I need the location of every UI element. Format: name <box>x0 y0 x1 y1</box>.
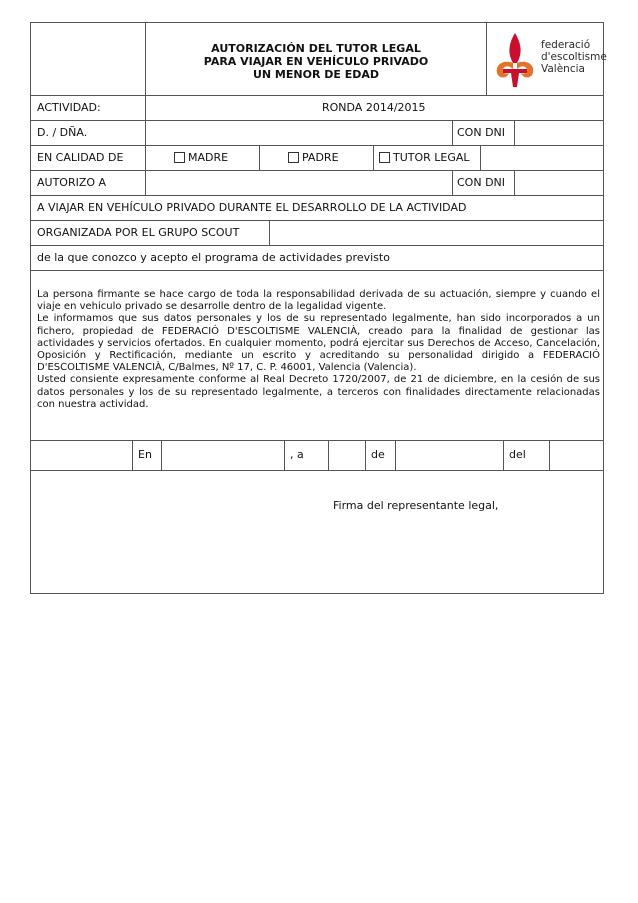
title-line-3: UN MENOR DE EDAD <box>252 68 380 81</box>
option-madre[interactable] <box>174 151 228 164</box>
tutor-legal-checkbox[interactable] <box>379 152 390 163</box>
date-a-label: , a <box>290 448 304 461</box>
signature-area[interactable] <box>32 518 602 592</box>
logo-line-2: d'escoltisme <box>541 51 607 63</box>
legal-notice <box>37 289 600 411</box>
viajar-text: A VIAJAR EN VEHÍCULO PRIVADO DURANTE EL DESARROLLO DE LA ACTIVIDAD <box>37 201 467 214</box>
form-title <box>146 42 486 81</box>
grupo-label: ORGANIZADA POR EL GRUPO SCOUT <box>37 226 240 239</box>
con-dni-label-1: CON DNI <box>457 126 506 139</box>
option-padre[interactable] <box>288 151 339 164</box>
tutor-legal-label: TUTOR LEGAL <box>393 151 470 164</box>
authorization-form <box>30 22 607 594</box>
dni-field-2[interactable] <box>515 171 603 194</box>
padre-checkbox[interactable] <box>288 152 299 163</box>
legal-paragraph-1: La persona firmante se hace cargo de toda la responsabilidad derivada de su actuación, siempre y cuando el viaje en vehiculo privado se desarrolle dentro de la legalidad vigente. <box>37 289 600 313</box>
federacio-logo <box>491 29 607 93</box>
programa-text: de la que conozco y acepto el programa de actividades previsto <box>37 251 390 264</box>
logo-text <box>541 39 607 75</box>
actividad-label: ACTIVIDAD: <box>37 101 101 114</box>
grupo-scout-field[interactable] <box>270 221 603 244</box>
header-divider-right <box>486 23 487 95</box>
logo-line-3: València <box>541 63 585 75</box>
calidad-label: EN CALIDAD DE <box>37 151 124 164</box>
dona-name-field[interactable] <box>146 121 451 144</box>
legal-paragraph-3: Usted consiente expresamente conforme al Real Decreto 1720/2007, de 21 de diciembre, en la cesión de sus datos personales y los de su representado legalmente, a terceros con finalidades directamente relacionadas con nuestra actividad. <box>37 374 600 410</box>
title-line-1: AUTORIZACIÓN DEL TUTOR LEGAL <box>211 42 421 55</box>
actividad-value[interactable]: RONDA 2014/2015 <box>322 101 426 114</box>
padre-label: PADRE <box>302 151 339 164</box>
day-field[interactable] <box>329 441 364 469</box>
madre-checkbox[interactable] <box>174 152 185 163</box>
option-tutor-legal[interactable] <box>379 151 470 164</box>
minor-name-field[interactable] <box>146 171 451 194</box>
legal-paragraph-2: Le informamos que sus datos personales y los de su representado legalmente, han sido incorporados a un fichero, propiedad de FEDERACIÓ D'ESCOLTISME VALENCIÀ, creado para la finalidad de gestionar las actividades y servicios ofertados. En cualquier momento, podrá ejercitar sus Derechos de Acceso, Cancelación, Oposición y Rectificación, mediante un escrito y acreditando su personalidad dirigido a FEDERACIÓ D'ESCOLTISME VALENCIÀ, C/Balmes, Nº 17, C. P. 46001, Valencia (Valencia). <box>37 313 600 374</box>
signature-label: Firma del representante legal, <box>333 499 499 512</box>
month-field[interactable] <box>396 441 502 469</box>
date-en-label: En <box>138 448 152 461</box>
logo-line-1: federació <box>541 39 591 51</box>
dona-label: D. / DÑA. <box>37 126 88 139</box>
dni-field-1[interactable] <box>515 121 603 144</box>
date-de-label: de <box>371 448 385 461</box>
year-field[interactable] <box>550 441 603 469</box>
date-del-label: del <box>509 448 526 461</box>
city-field[interactable] <box>162 441 283 469</box>
autorizo-label: AUTORIZO A <box>37 176 107 189</box>
fleur-de-lis-icon <box>491 29 539 91</box>
madre-label: MADRE <box>188 151 229 164</box>
con-dni-label-2: CON DNI <box>457 176 506 189</box>
title-line-2: PARA VIAJAR EN VEHÍCULO PRIVADO <box>203 55 429 68</box>
